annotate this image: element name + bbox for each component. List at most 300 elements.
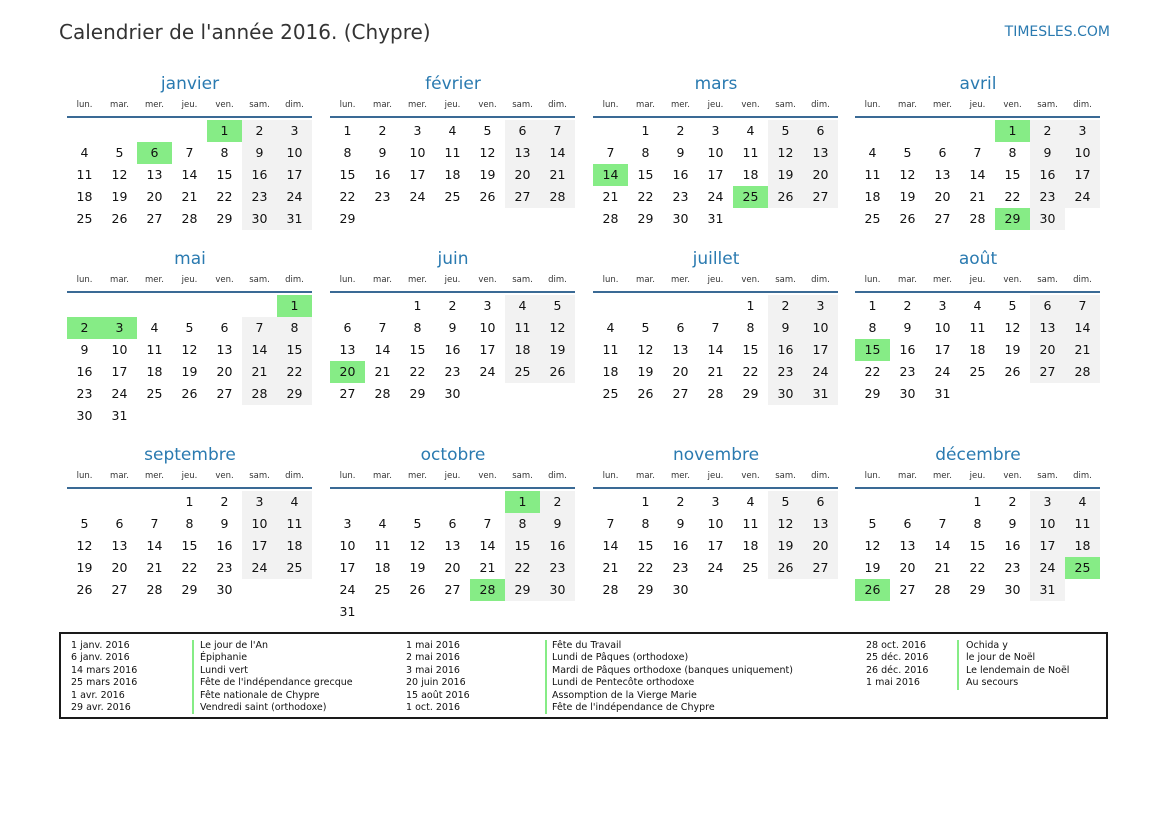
day-cell: 20 (505, 164, 540, 186)
day-cell: 26 (899, 211, 916, 226)
day-cell: 1 (185, 494, 194, 509)
legend-dates-column (71, 640, 137, 714)
legend-dates-column (406, 640, 470, 714)
day-cell: 3 (711, 123, 720, 138)
day-cell: 12 (409, 538, 426, 553)
day-cell: 28 (146, 582, 163, 597)
weekday-label: jeu. (444, 100, 461, 110)
day-cell: 29 (864, 386, 881, 401)
weekday-label: sam. (1037, 471, 1058, 481)
day-cell: 19 (409, 560, 426, 575)
weekday-label: dim. (285, 275, 304, 285)
day-cell: 27 (111, 582, 128, 597)
day-cell: 3 (938, 298, 947, 313)
day-cell: 10 (111, 342, 128, 357)
day-cell: 8 (746, 320, 755, 335)
weekday-label: sam. (775, 275, 796, 285)
empty-cell (137, 491, 172, 513)
day-cell: 5 (1008, 298, 1017, 313)
legend-date: 14 mars 2016 (71, 664, 138, 676)
day-cell: 27 (146, 211, 163, 226)
day-cell: 27 (216, 386, 233, 401)
empty-cell (67, 120, 102, 142)
legend-holiday-name: Vendredi saint (orthodoxe) (200, 702, 327, 714)
day-cell: 1 (413, 298, 422, 313)
day-cell: 3 (242, 491, 277, 513)
weekday-label: lun. (339, 275, 356, 285)
day-cell: 21 (969, 189, 986, 204)
day-cell: 24 (803, 361, 838, 383)
empty-cell (242, 295, 277, 317)
day-cell: 17 (1065, 164, 1100, 186)
day-cell: 21 (479, 560, 496, 575)
day-cell: 8 (220, 145, 229, 160)
day-cell: 13 (146, 167, 163, 182)
weekday-label: mar. (636, 471, 655, 481)
day-cell: 24 (409, 189, 426, 204)
legend-date: 29 avr. 2016 (71, 702, 131, 714)
day-grid (330, 120, 575, 230)
day-cell: 8 (505, 513, 540, 535)
empty-cell (102, 491, 137, 513)
day-cell: 2 (676, 494, 685, 509)
holiday-day-cell: 3 (102, 317, 137, 339)
empty-cell (890, 491, 925, 513)
day-grid (855, 120, 1100, 230)
day-cell: 8 (185, 516, 194, 531)
holiday-day-cell: 20 (330, 361, 365, 383)
day-cell: 9 (676, 516, 685, 531)
day-cell: 24 (242, 557, 277, 579)
day-cell: 14 (479, 538, 496, 553)
day-cell: 7 (150, 516, 159, 531)
empty-cell (698, 295, 733, 317)
day-cell: 13 (899, 538, 916, 553)
weekday-label: mar. (636, 100, 655, 110)
day-cell: 20 (672, 364, 689, 379)
day-cell: 29 (339, 211, 356, 226)
day-cell: 12 (540, 317, 575, 339)
day-cell: 13 (444, 538, 461, 553)
legend-holiday-name: Lundi de Pâques (orthodoxe) (552, 652, 689, 664)
holiday-day-cell: 14 (593, 164, 628, 186)
day-cell: 21 (707, 364, 724, 379)
day-cell: 6 (115, 516, 124, 531)
legend-date: 20 juin 2016 (406, 677, 466, 689)
day-cell: 12 (768, 142, 803, 164)
day-cell: 2 (768, 295, 803, 317)
day-cell: 25 (277, 557, 312, 579)
day-cell: 16 (76, 364, 93, 379)
day-cell: 31 (339, 604, 356, 619)
header-divider (67, 291, 312, 293)
day-cell: 21 (181, 189, 198, 204)
day-cell: 15 (969, 538, 986, 553)
day-cell: 28 (1065, 361, 1100, 383)
day-cell: 10 (277, 142, 312, 164)
weekday-label: lun. (864, 100, 881, 110)
weekday-header (67, 271, 313, 289)
day-cell: 22 (969, 560, 986, 575)
day-cell: 5 (413, 516, 422, 531)
legend-holiday-name: Fête du Travail (552, 640, 622, 651)
day-cell: 6 (220, 320, 229, 335)
day-cell: 31 (803, 383, 838, 405)
legend-holiday-name: Mardi de Pâques orthodoxe (banques uniquement) (552, 664, 793, 676)
empty-cell (593, 295, 628, 317)
day-cell: 27 (899, 582, 916, 597)
day-cell: 2 (378, 123, 387, 138)
day-cell: 5 (540, 295, 575, 317)
day-grid (330, 491, 575, 623)
day-cell: 3 (277, 120, 312, 142)
empty-cell (365, 295, 400, 317)
day-cell: 14 (374, 342, 391, 357)
day-cell: 15 (277, 339, 312, 361)
header-divider (330, 487, 575, 489)
day-cell: 21 (540, 164, 575, 186)
day-cell: 11 (742, 145, 759, 160)
header-divider (855, 291, 1100, 293)
day-cell: 6 (803, 120, 838, 142)
day-cell: 10 (934, 320, 951, 335)
weekday-label: ven. (741, 100, 760, 110)
month-4 (855, 72, 1101, 230)
day-grid (593, 491, 838, 601)
legend-names-column (552, 640, 793, 714)
day-cell: 16 (540, 535, 575, 557)
month-2 (330, 72, 576, 230)
day-cell: 8 (641, 145, 650, 160)
weekday-label: lun. (864, 471, 881, 481)
day-grid (855, 491, 1100, 601)
day-cell: 12 (479, 145, 496, 160)
day-cell: 19 (768, 164, 803, 186)
page-title: Calendrier de l'année 2016. (Chypre) (59, 20, 431, 44)
day-cell: 21 (374, 364, 391, 379)
day-cell: 29 (505, 579, 540, 601)
weekday-header (330, 467, 576, 485)
header-divider (67, 487, 312, 489)
day-cell: 15 (637, 538, 654, 553)
day-cell: 18 (76, 189, 93, 204)
weekday-label: dim. (811, 100, 830, 110)
month-10 (330, 443, 576, 623)
day-cell: 22 (216, 189, 233, 204)
weekday-label: sam. (512, 100, 533, 110)
day-cell: 19 (540, 339, 575, 361)
day-cell: 22 (1004, 189, 1021, 204)
empty-cell (435, 491, 470, 513)
day-cell: 16 (374, 167, 391, 182)
day-cell: 16 (672, 538, 689, 553)
day-cell: 13 (672, 342, 689, 357)
day-cell: 25 (505, 361, 540, 383)
day-cell: 19 (864, 560, 881, 575)
day-cell: 3 (803, 295, 838, 317)
day-cell: 23 (216, 560, 233, 575)
empty-cell (67, 295, 102, 317)
header-divider (593, 487, 838, 489)
weekday-label: dim. (548, 275, 567, 285)
weekday-label: mer. (671, 100, 690, 110)
day-cell: 30 (768, 383, 803, 405)
month-6 (330, 247, 576, 405)
weekday-label: lun. (76, 275, 93, 285)
day-cell: 14 (1065, 317, 1100, 339)
day-cell: 18 (864, 189, 881, 204)
day-cell: 2 (1030, 120, 1065, 142)
legend-date: 2 mai 2016 (406, 652, 460, 664)
day-cell: 26 (111, 211, 128, 226)
empty-cell (172, 120, 207, 142)
day-cell: 10 (242, 513, 277, 535)
legend-color-bar (957, 640, 959, 690)
day-cell: 20 (803, 535, 838, 557)
weekday-label: sam. (775, 471, 796, 481)
day-cell: 5 (185, 320, 194, 335)
day-cell: 25 (969, 364, 986, 379)
weekday-label: sam. (1037, 100, 1058, 110)
weekday-label: mar. (110, 100, 129, 110)
weekday-label: mar. (898, 471, 917, 481)
day-cell: 16 (216, 538, 233, 553)
month-name: février (425, 74, 481, 94)
weekday-header (593, 271, 839, 289)
day-grid (593, 295, 838, 405)
holiday-day-cell: 1 (505, 491, 540, 513)
day-cell: 4 (505, 295, 540, 317)
day-cell: 21 (1065, 339, 1100, 361)
day-cell: 14 (181, 167, 198, 182)
month-name: mars (694, 74, 738, 94)
day-cell: 20 (934, 189, 951, 204)
day-cell: 31 (277, 208, 312, 230)
legend-date: 6 janv. 2016 (71, 652, 130, 664)
day-cell: 8 (868, 320, 877, 335)
day-cell: 1 (973, 494, 982, 509)
legend-date: 26 déc. 2016 (866, 664, 929, 676)
day-cell: 26 (637, 386, 654, 401)
empty-cell (925, 120, 960, 142)
day-cell: 22 (637, 189, 654, 204)
day-cell: 9 (1030, 142, 1065, 164)
day-cell: 15 (742, 342, 759, 357)
day-cell: 29 (742, 386, 759, 401)
weekday-label: sam. (249, 471, 270, 481)
day-cell: 6 (938, 145, 947, 160)
day-cell: 5 (903, 145, 912, 160)
day-cell: 9 (242, 142, 277, 164)
day-cell: 24 (1030, 557, 1065, 579)
day-cell: 28 (242, 383, 277, 405)
day-cell: 7 (1065, 295, 1100, 317)
weekday-label: mer. (408, 471, 427, 481)
day-cell: 7 (242, 317, 277, 339)
day-cell: 7 (711, 320, 720, 335)
weekday-label: jeu. (707, 100, 724, 110)
day-cell: 7 (378, 320, 387, 335)
day-cell: 12 (768, 513, 803, 535)
weekday-label: mar. (636, 275, 655, 285)
day-cell: 3 (711, 494, 720, 509)
day-cell: 23 (672, 189, 689, 204)
day-cell: 4 (1065, 491, 1100, 513)
weekday-header (593, 96, 839, 114)
weekday-label: ven. (478, 275, 497, 285)
weekday-label: mer. (933, 100, 952, 110)
legend-date: 15 août 2016 (406, 689, 470, 701)
day-cell: 29 (969, 582, 986, 597)
legend-names-column (200, 640, 353, 714)
day-cell: 25 (76, 211, 93, 226)
day-cell: 14 (602, 538, 619, 553)
weekday-label: ven. (1003, 275, 1022, 285)
month-12 (855, 443, 1101, 601)
legend-color-bar (545, 640, 547, 714)
empty-cell (628, 295, 663, 317)
day-cell: 15 (339, 167, 356, 182)
day-cell: 9 (768, 317, 803, 339)
day-cell: 12 (111, 167, 128, 182)
day-cell: 29 (216, 211, 233, 226)
empty-cell (172, 295, 207, 317)
day-cell: 8 (1008, 145, 1017, 160)
day-cell: 26 (1004, 364, 1021, 379)
day-cell: 8 (641, 516, 650, 531)
weekday-label: dim. (1073, 100, 1092, 110)
empty-cell (330, 295, 365, 317)
day-cell: 30 (540, 579, 575, 601)
day-cell: 5 (768, 491, 803, 513)
day-cell: 8 (413, 320, 422, 335)
day-cell: 4 (378, 516, 387, 531)
day-cell: 22 (181, 560, 198, 575)
weekday-label: mar. (110, 275, 129, 285)
day-cell: 22 (277, 361, 312, 383)
day-cell: 27 (803, 186, 838, 208)
day-cell: 15 (216, 167, 233, 182)
legend-holiday-name: Fête de l'indépendance grecque (200, 677, 353, 689)
day-cell: 24 (277, 186, 312, 208)
month-name: mai (174, 249, 206, 269)
day-cell: 23 (242, 186, 277, 208)
day-cell: 30 (1030, 208, 1065, 230)
month-name: septembre (144, 445, 236, 465)
day-cell: 28 (602, 582, 619, 597)
day-cell: 13 (339, 342, 356, 357)
day-cell: 30 (242, 208, 277, 230)
legend-date: 1 janv. 2016 (71, 640, 130, 651)
day-cell: 30 (672, 582, 689, 597)
day-cell: 10 (479, 320, 496, 335)
day-cell: 7 (606, 516, 615, 531)
day-cell: 3 (483, 298, 492, 313)
weekday-header (855, 467, 1101, 485)
day-cell: 9 (80, 342, 89, 357)
weekday-label: lun. (602, 471, 619, 481)
day-cell: 27 (672, 386, 689, 401)
day-cell: 19 (637, 364, 654, 379)
day-cell: 17 (707, 538, 724, 553)
day-cell: 27 (803, 557, 838, 579)
weekday-header (593, 467, 839, 485)
weekday-label: jeu. (707, 275, 724, 285)
day-cell: 17 (277, 164, 312, 186)
day-cell: 26 (540, 361, 575, 383)
day-cell: 11 (277, 513, 312, 535)
legend-date: 25 mars 2016 (71, 677, 138, 689)
empty-cell (593, 120, 628, 142)
day-cell: 24 (707, 560, 724, 575)
header-divider (330, 116, 575, 118)
month-name: juin (437, 249, 469, 269)
weekday-label: mar. (373, 275, 392, 285)
month-name: décembre (935, 445, 1021, 465)
weekday-label: jeu. (181, 100, 198, 110)
day-cell: 14 (969, 167, 986, 182)
day-cell: 2 (448, 298, 457, 313)
legend-holiday-name: Le jour de l'An (200, 640, 269, 651)
day-cell: 10 (707, 145, 724, 160)
empty-cell (207, 295, 242, 317)
day-cell: 10 (707, 516, 724, 531)
empty-cell (855, 491, 890, 513)
weekday-label: dim. (548, 471, 567, 481)
day-cell: 11 (374, 538, 391, 553)
month-name: novembre (672, 445, 760, 465)
weekday-label: lun. (602, 275, 619, 285)
day-cell: 1 (641, 123, 650, 138)
legend-date: 1 oct. 2016 (406, 702, 461, 714)
empty-cell (890, 120, 925, 142)
weekday-label: dim. (285, 100, 304, 110)
legend-date: 1 avr. 2016 (71, 689, 125, 701)
month-name: juillet (692, 249, 740, 269)
weekday-label: jeu. (444, 275, 461, 285)
day-cell: 2 (676, 123, 685, 138)
day-cell: 21 (146, 560, 163, 575)
day-cell: 20 (803, 164, 838, 186)
empty-cell (400, 491, 435, 513)
day-cell: 26 (768, 557, 803, 579)
header-divider (330, 291, 575, 293)
brand-link[interactable]: TIMESLES.COM (1004, 24, 1110, 40)
weekday-label: dim. (285, 471, 304, 481)
header-divider (855, 487, 1100, 489)
weekday-label: sam. (512, 275, 533, 285)
day-cell: 24 (479, 364, 496, 379)
legend-holiday-name: Ochida y (966, 640, 1008, 651)
day-cell: 31 (111, 408, 128, 423)
weekday-label: jeu. (707, 471, 724, 481)
day-cell: 18 (505, 339, 540, 361)
day-cell: 1 (343, 123, 352, 138)
day-cell: 17 (803, 339, 838, 361)
legend-color-bar (192, 640, 194, 714)
day-cell: 30 (899, 386, 916, 401)
day-cell: 17 (1030, 535, 1065, 557)
day-cell: 28 (602, 211, 619, 226)
weekday-label: mar. (110, 471, 129, 481)
day-cell: 27 (505, 186, 540, 208)
day-cell: 17 (111, 364, 128, 379)
weekday-label: dim. (811, 275, 830, 285)
holiday-day-cell: 26 (855, 579, 890, 601)
holiday-day-cell: 25 (733, 186, 768, 208)
day-cell: 29 (181, 582, 198, 597)
weekday-label: dim. (811, 471, 830, 481)
